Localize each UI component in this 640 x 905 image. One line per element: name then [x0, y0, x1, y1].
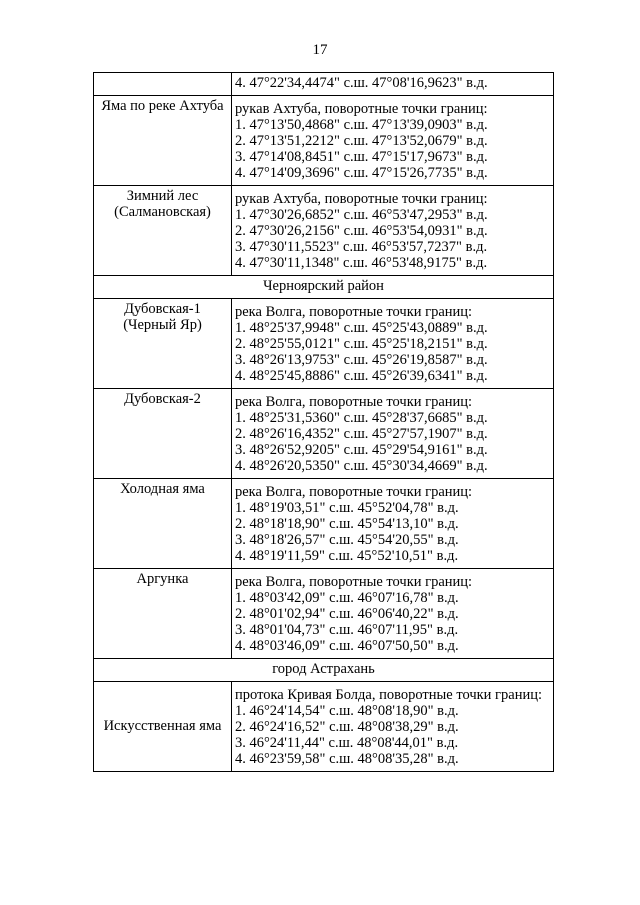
table-row [94, 186, 554, 276]
boundary-point: 1. 47°30'26,6852" с.ш. 46°53'47,2953" в.д. [235, 207, 488, 223]
boundary-point: 2. 48°01'02,94" с.ш. 46°06'40,22" в.д. [235, 606, 459, 622]
site-name-line: Дубовская-1 [124, 301, 201, 317]
coordinates-cell [232, 96, 554, 186]
boundary-point: 1. 46°24'14,54" с.ш. 48°08'18,90" в.д. [235, 703, 459, 719]
page-number: 17 [312, 42, 328, 58]
region-title: Черноярский район [94, 276, 554, 299]
boundary-point: 2. 48°26'16,4352" с.ш. 45°27'57,1907" в.д. [235, 426, 488, 442]
fishing-site-name [94, 389, 232, 479]
water-body-heading: река Волга, поворотные точки границ: [235, 484, 473, 500]
boundary-points-table [93, 72, 554, 772]
site-name-line: Дубовская-2 [124, 391, 201, 407]
boundary-point: 1. 47°13'50,4868" с.ш. 47°13'39,0903" в.д. [235, 117, 488, 133]
fishing-site-name [94, 682, 232, 772]
boundary-point: 4. 48°03'46,09" с.ш. 46°07'50,50" в.д. [235, 638, 459, 654]
boundary-point: 4. 47°22'34,4474" с.ш. 47°08'16,9623" в.д. [235, 75, 488, 91]
site-name-line: Искусственная яма [103, 717, 222, 734]
name-cell [94, 73, 232, 96]
boundary-point: 2. 47°13'51,2212" с.ш. 47°13'52,0679" в.д. [235, 133, 488, 149]
fishing-site-name [94, 186, 232, 276]
region-header-row [94, 276, 554, 299]
boundary-point: 4. 47°14'09,3696" с.ш. 47°15'26,7735" в.д. [235, 165, 488, 181]
fishing-site-name [94, 96, 232, 186]
boundary-point: 2. 48°25'55,0121" с.ш. 45°25'18,2151" в.д. [235, 336, 488, 352]
fishing-site-name [94, 569, 232, 659]
boundary-point: 3. 47°14'08,8451" с.ш. 47°15'17,9673" в.д. [235, 149, 488, 165]
water-body-heading: рукав Ахтуба, поворотные точки границ: [235, 101, 488, 117]
water-body-heading: река Волга, поворотные точки границ: [235, 574, 473, 590]
coordinates-cell [232, 682, 554, 772]
boundary-point: 1. 48°03'42,09" с.ш. 46°07'16,78" в.д. [235, 590, 459, 606]
boundary-point: 4. 48°25'45,8886" с.ш. 45°26'39,6341" в.д. [235, 368, 488, 384]
table-row [94, 479, 554, 569]
site-name-line: Зимний лес [126, 188, 199, 204]
boundary-point: 4. 46°23'59,58" с.ш. 48°08'35,28" в.д. [235, 751, 459, 767]
boundary-point: 3. 48°01'04,73" с.ш. 46°07'11,95" в.д. [235, 622, 459, 638]
table-row [94, 569, 554, 659]
boundary-point: 3. 47°30'11,5523" с.ш. 46°53'57,7237" в.д. [235, 239, 488, 255]
coordinates-cell [232, 186, 554, 276]
water-body-heading: рукав Ахтуба, поворотные точки границ: [235, 191, 488, 207]
coordinates-cell [232, 389, 554, 479]
boundary-point: 3. 46°24'11,44" с.ш. 48°08'44,01" в.д. [235, 735, 459, 751]
table-body [94, 73, 554, 772]
boundary-point: 3. 48°18'26,57" с.ш. 45°54'20,55" в.д. [235, 532, 459, 548]
boundary-point: 4. 48°26'20,5350" с.ш. 45°30'34,4669" в.д. [235, 458, 488, 474]
boundary-point: 2. 47°30'26,2156" с.ш. 46°53'54,0931" в.д. [235, 223, 488, 239]
coordinates-cell [232, 299, 554, 389]
water-body-heading: протока Кривая Болда, поворотные точки границ: [235, 687, 542, 703]
boundary-point: 2. 48°18'18,90" с.ш. 45°54'13,10" в.д. [235, 516, 459, 532]
boundary-point: 1. 48°19'03,51" с.ш. 45°52'04,78" в.д. [235, 500, 459, 516]
fishing-site-name [94, 299, 232, 389]
site-name-line: (Черный Яр) [123, 317, 202, 333]
boundary-point: 4. 47°30'11,1348" с.ш. 46°53'48,9175" в.д. [235, 255, 488, 271]
water-body-heading: река Волга, поворотные точки границ: [235, 394, 473, 410]
coordinates-cell [232, 569, 554, 659]
boundary-point: 2. 46°24'16,52" с.ш. 48°08'38,29" в.д. [235, 719, 459, 735]
fishing-site-name [94, 479, 232, 569]
boundary-point: 4. 48°19'11,59" с.ш. 45°52'10,51" в.д. [235, 548, 459, 564]
table-row [94, 96, 554, 186]
region-title: город Астрахань [94, 659, 554, 682]
region-header-row [94, 659, 554, 682]
boundary-point: 3. 48°26'52,9205" с.ш. 45°29'54,9161" в.д. [235, 442, 488, 458]
site-name-line: Холодная яма [120, 481, 205, 497]
site-name-line: (Салмановская) [114, 204, 211, 220]
table-row [94, 389, 554, 479]
boundary-point: 1. 48°25'37,9948" с.ш. 45°25'43,0889" в.д. [235, 320, 488, 336]
site-name-line: Аргунка [136, 571, 189, 587]
water-body-heading: река Волга, поворотные точки границ: [235, 304, 473, 320]
boundary-point: 3. 48°26'13,9753" с.ш. 45°26'19,8587" в.д. [235, 352, 488, 368]
coordinates-cell [232, 479, 554, 569]
coordinates-cell [232, 73, 554, 96]
site-name-line: Яма по реке Ахтуба [101, 98, 224, 114]
table-row-continuation [94, 73, 554, 96]
table-row [94, 299, 554, 389]
boundary-point: 1. 48°25'31,5360" с.ш. 45°28'37,6685" в.д. [235, 410, 488, 426]
table-row [94, 682, 554, 772]
